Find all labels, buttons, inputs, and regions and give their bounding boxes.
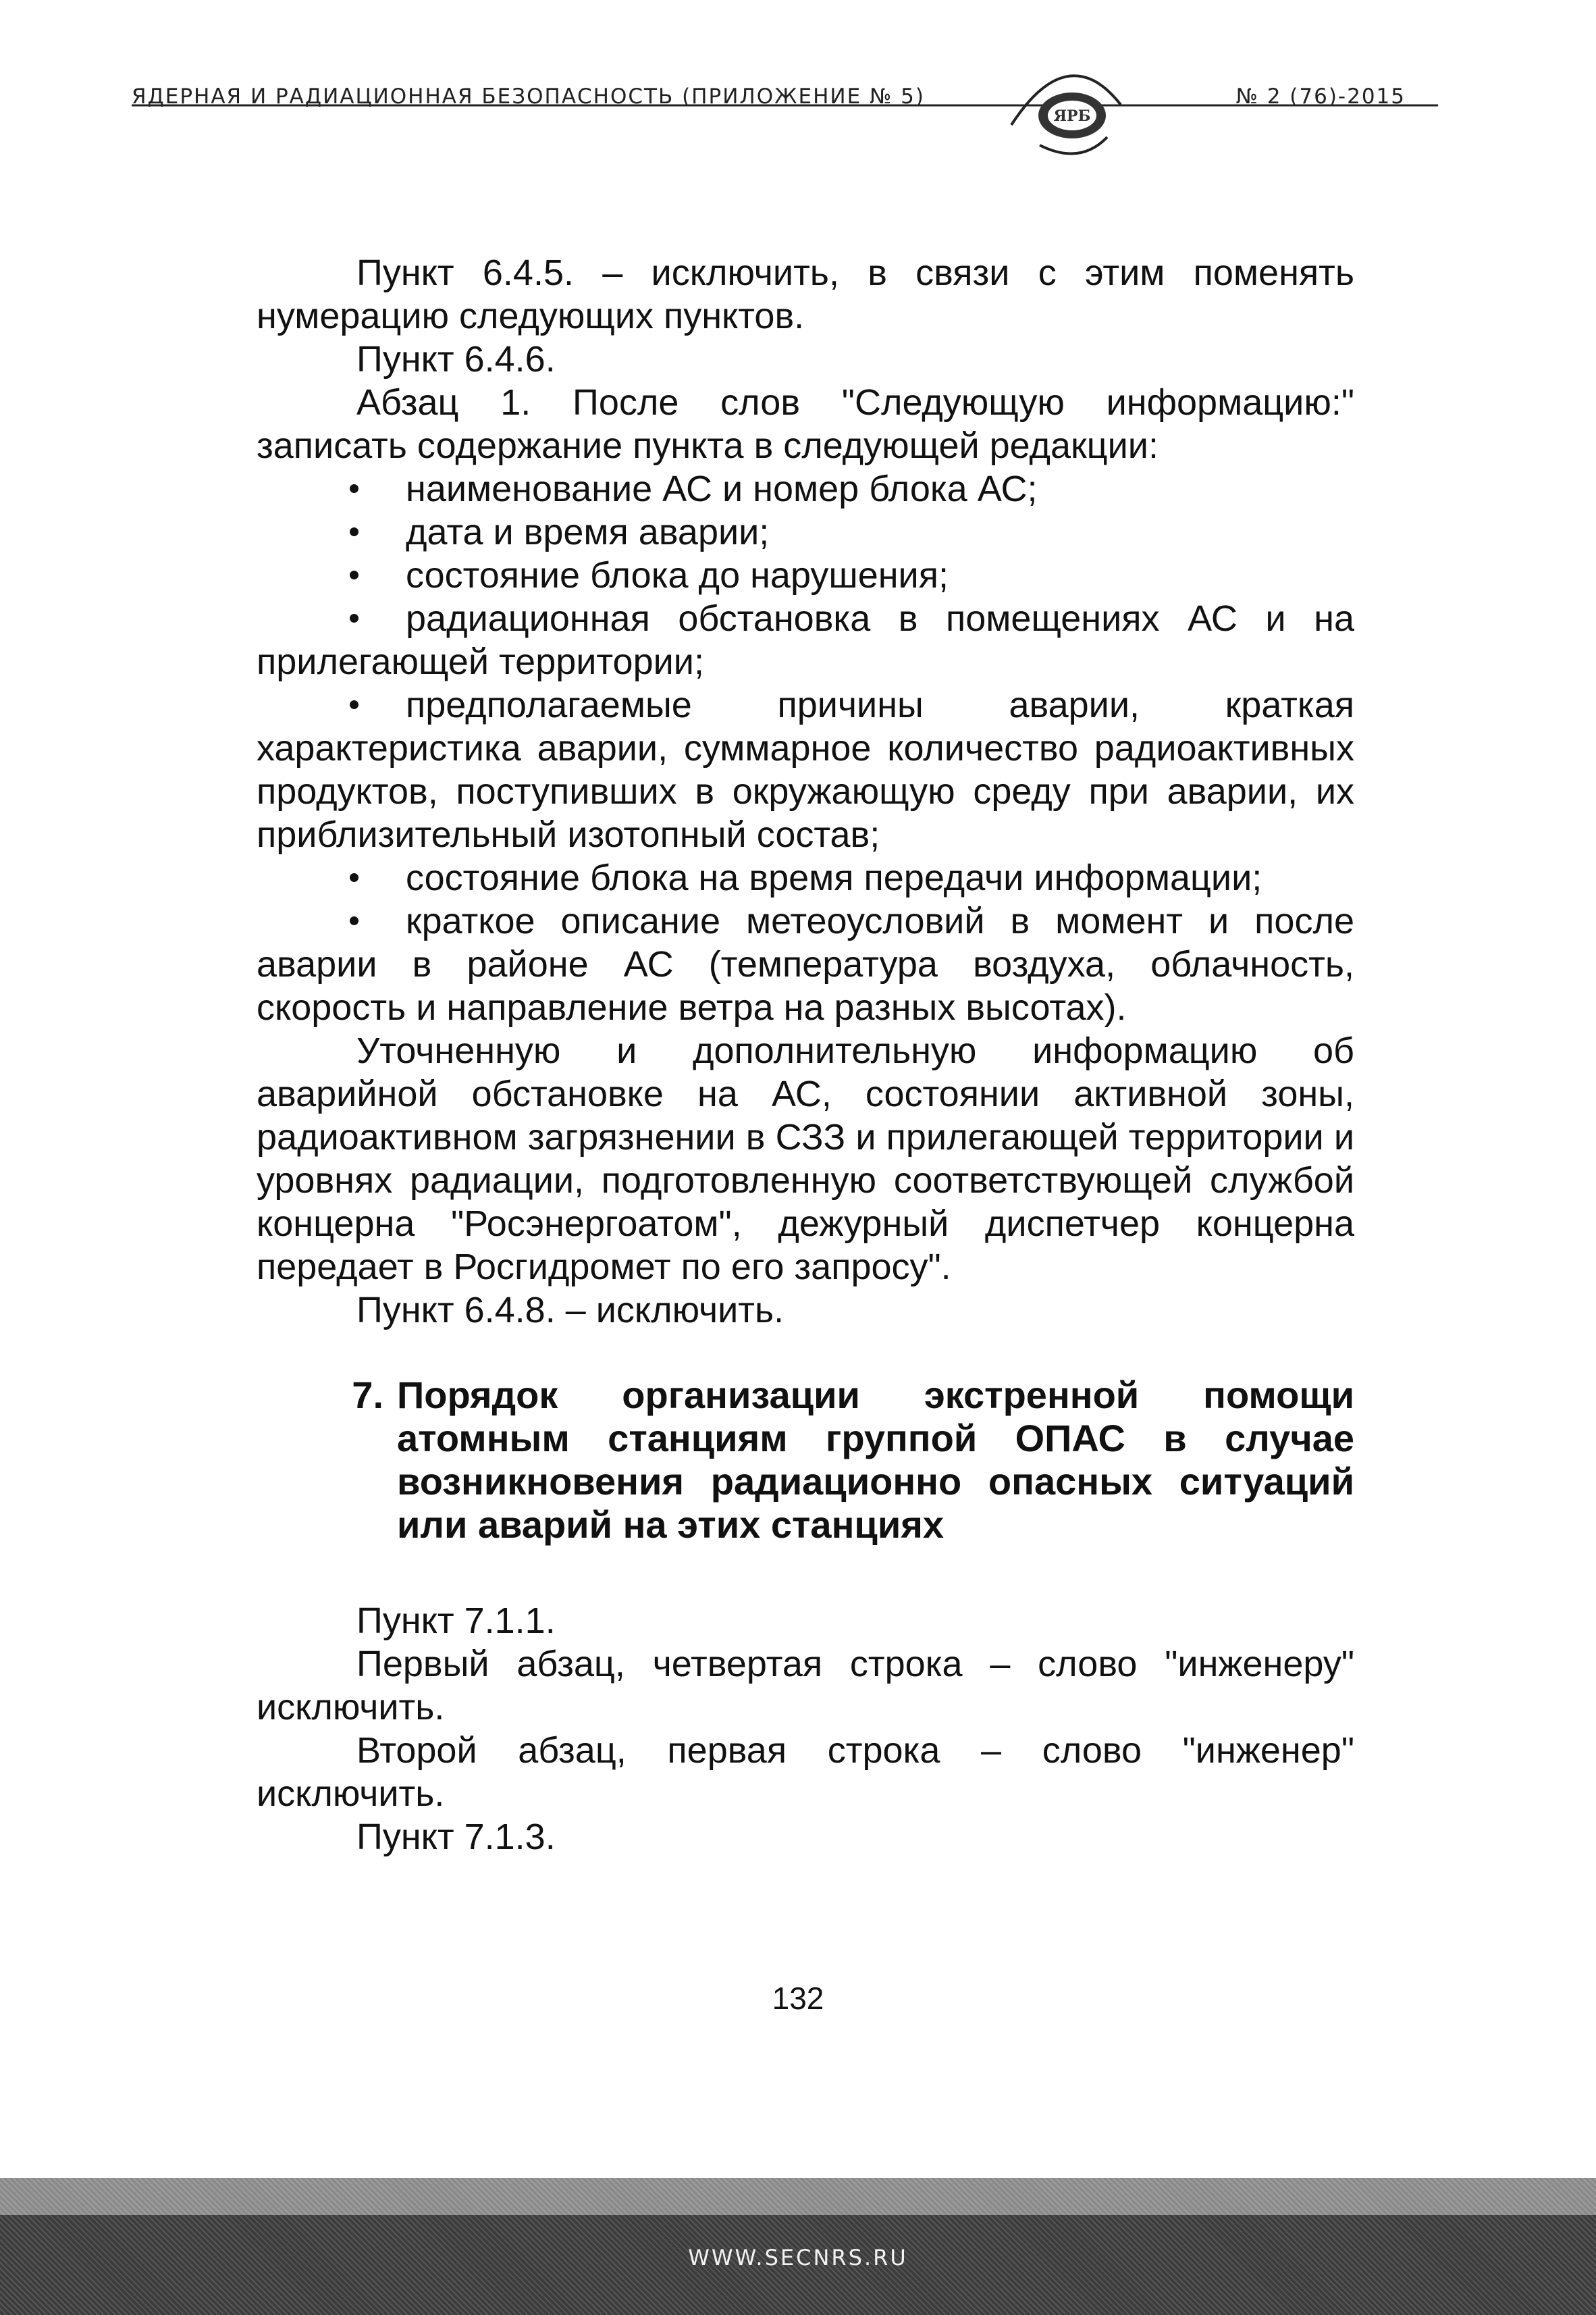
paragraph: Пункт 7.1.3.	[356, 1817, 556, 1857]
section-title: Порядок организации экстренной помощи атомным станциям группой ОПАС в случае возникновения радиационно опасных ситуаций или аварий на этих станциях	[397, 1374, 1354, 1546]
bullet-icon	[350, 484, 358, 493]
issue-number: № 2 (76)-2015	[1235, 84, 1406, 109]
paragraph: Абзац 1. После слов "Следующую информацию:" записать содержание пункта в следующей редакции:	[257, 382, 1354, 466]
bullet-icon	[350, 527, 358, 536]
paragraph: Первый абзац, четвертая строка – слово "инженеру" исключить.	[257, 1644, 1354, 1727]
paragraph: Пункт 6.4.8. – исключить.	[356, 1290, 784, 1330]
list-item: дата и время аварии;	[257, 511, 1354, 554]
bullet-icon	[350, 916, 358, 925]
bullet-icon	[350, 614, 358, 623]
footer-url: WWW.SECNRS.RU	[688, 2245, 908, 2270]
list-item: состояние блока на время передачи информации;	[257, 856, 1354, 900]
paragraph: Пункт 6.4.5. – исключить, в связи с этим поменять нумерацию следующих пунктов.	[257, 253, 1354, 336]
paragraph: Второй абзац, первая строка – слово "инженер" исключить.	[257, 1730, 1354, 1814]
journal-title: ЯДЕРНАЯ И РАДИАЦИОННАЯ БЕЗОПАСНОСТЬ (ПРИЛОЖЕНИЕ № 5)	[132, 84, 925, 109]
section-number: 7.	[352, 1374, 383, 1416]
bullet-icon	[350, 873, 358, 882]
journal-logo	[1006, 64, 1141, 165]
footer-band	[0, 2215, 1596, 2315]
list-item: краткое описание метеоусловий в момент и после аварии в районе АС (температура воздуха, облачность, скорость и направление ветра на разных высотах).	[257, 901, 1354, 1028]
page-header	[0, 0, 1596, 203]
list-item: предполагаемые причины аварии, краткая характеристика аварии, суммарное количество радиоактивных продуктов, поступивших в окружающую среду при аварии, их приблизительный изотопный состав;	[257, 685, 1354, 855]
paragraph: Уточненную и дополнительную информацию об аварийной обстановке на АС, состоянии активной зоны, радиоактивном загрязнении в СЗЗ и прилегающей территории и уровнях радиации, подготовленную соответствующей службой концерна "Росэнергоатом", дежурный диспетчер концерна передает в Росгидромет по его запросу".	[257, 1031, 1354, 1287]
paragraph: Пункт 6.4.6.	[356, 339, 556, 380]
page-number: 132	[772, 1981, 824, 2016]
page-content	[257, 251, 1354, 1858]
bullet-icon	[350, 571, 358, 579]
paragraph: Пункт 7.1.1.	[356, 1601, 556, 1641]
section-heading	[257, 1374, 1354, 1546]
list-item: состояние блока до нарушения;	[257, 554, 1354, 597]
bullet-icon	[350, 700, 358, 709]
list-item: радиационная обстановка в помещениях АС и на прилегающей территории;	[257, 598, 1354, 682]
list-item: наименование АС и номер блока АС;	[257, 467, 1354, 511]
page-footer	[0, 2178, 1596, 2315]
logo-text: ЯРБ	[1053, 107, 1091, 125]
